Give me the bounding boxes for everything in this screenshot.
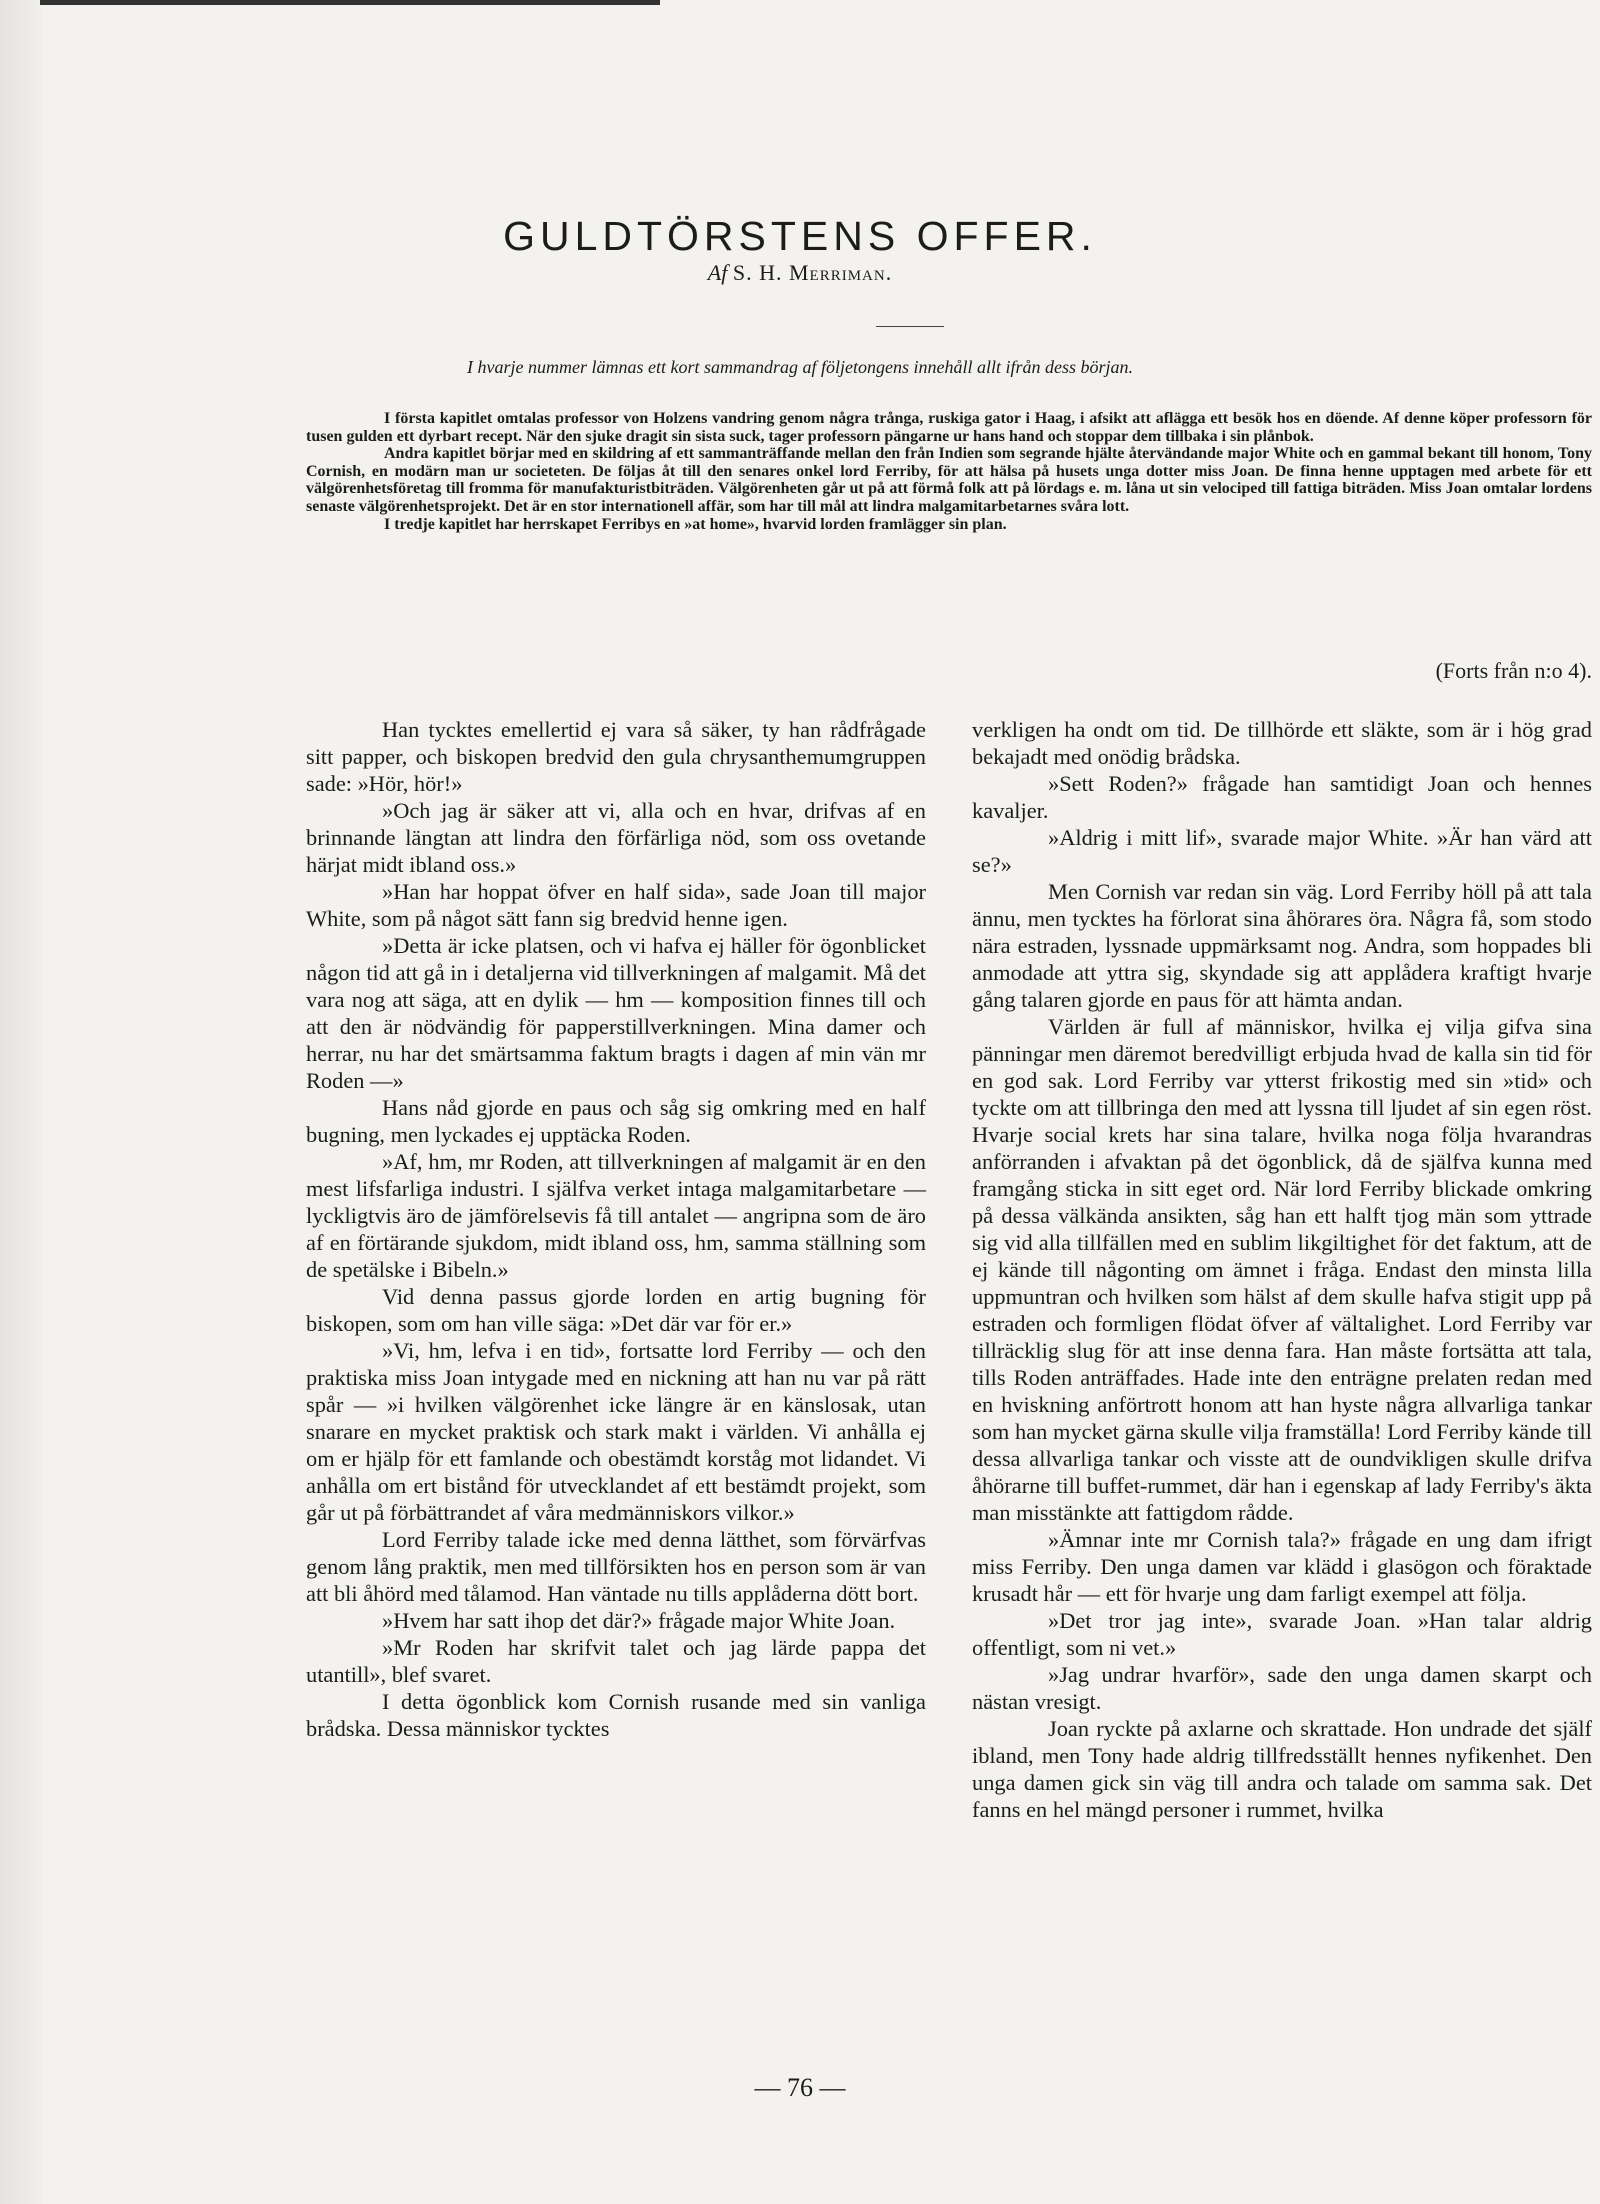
page-number: — 76 —: [754, 2073, 846, 2102]
body-paragraph: »Detta är icke platsen, och vi hafva ej häller för ögonblicket någon tid att gå in i detaljerna vid tillverkningen af malgamit. Må det vara nog att säga, att en dylik — hm — komposition finnes till och att den är nödvändig för papperstillverkningen. Mina damer och herrar, nu har det smärtsamma faktum bragts i dagen af min vän mr Roden —»: [306, 933, 926, 1093]
body-paragraph: Han tycktes emellertid ej vara så säker, ty han rådfrågade sitt papper, och biskopen bredvid den gula chrysanthemumgruppen sade: »Hör, hör!»: [306, 717, 926, 796]
body-paragraph: »Jag undrar hvarför», sade den unga damen skarpt och nästan vresigt.: [972, 1662, 1592, 1714]
article-title: GULDTÖRSTENS OFFER.: [503, 213, 1097, 260]
body-paragraph: Världen är full af människor, hvilka ej vilja gifva sina pänningar men däremot beredvilligt erbjuda hvad de kalla sin tid för en god sak. Lord Ferriby var ytterst frikostig med sin »tid» och tyckte om att tillbringa den med att lyssna till ljudet af sin egen röst. Hvarje social krets har sina talare, hvilka noga följa hvarandras anförranden i afvaktan på det ögonblick, då de själfva kunna med framgång sticka in sitt eget ord. När lord Ferriby blickade omkring på dessa välkända ansikten, såg han ett halft tjog män som yttrade sig vid alla tillfällen med en sublim likgiltighet för det faktum, att de ej kände till någonting om ämnet i fråga. Endast den minsta lilla uppmuntran och hvilken som hälst af dem skulle hafva stigit upp på estraden och formligen flödat öfver af vältalighet. Lord Ferriby var tillräcklig slug för att inse denna fara. Han måste fortsätta att tala, tills Roden anträffades. Hade inte den enträgne prelaten redan med en hviskning anförtrott honom att han hyste några allvarliga tankar som han mycket gärna skulle vilja framställa! Lord Ferriby kände till dessa allvarliga tankar och visste att de oundvikligen skulle drifva åhörarne till buffet-rummet, där han i egenskap af lady Ferriby's äkta man misstänkte att fattigdom rådde.: [972, 1014, 1592, 1525]
byline: [0, 260, 1600, 286]
body-paragraph: Lord Ferriby talade icke med denna lätthet, som förvärfvas genom lång praktik, men med tillförsikten hos en person som är van att bli åhörd med tålamod. Han väntade nu tills applåderna dött bort.: [306, 1527, 926, 1606]
summary-paragraph: I första kapitlet omtalas professor von Holzens vandring genom några trånga, ruskiga gator i Haag, i afsikt att aflägga ett besök hos en döende. Af denne köper professorn för tusen gulden ett dyrbart recept. När den sjuke dragit sin sista suck, tager professorn pängarne ur hans hand och stoppar dem tillbaka i sin plånbok.: [306, 410, 1592, 445]
body-paragraph: »Hvem har satt ihop det där?» frågade major White Joan.: [382, 1608, 896, 1633]
left-column: [306, 716, 926, 1742]
title-divider: [876, 326, 944, 327]
author-prefix: Af: [707, 260, 728, 285]
body-paragraph: »Han har hoppat öfver en half sida», sade Joan till major White, som på något sätt fann sig bredvid henne igen.: [306, 879, 926, 931]
continuation-note: (Forts från n:o 4).: [1435, 658, 1592, 683]
scan-gutter: [0, 0, 42, 2204]
body-paragraph: »Vi, hm, lefva i en tid», fortsatte lord Ferriby — och den praktiska miss Joan intygade med en nickning att han nu var på rätt spår — »i hvilken välgörenhet icke längre är en känslosak, utan snarare en mycket praktisk och stark makt i världen. Vi anhålla ej om er hjälp för ett famlande och obestämdt korståg mot lidandet. Vi anhålla om ert bistånd för utvecklandet af ett bestämdt projekt, som går ut på förbättrandet af våra medmänniskors vilkor.»: [306, 1338, 926, 1525]
body-paragraph: Men Cornish var redan sin väg. Lord Ferriby höll på att tala ännu, men tycktes ha förlorat sina åhörares öra. Några få, som stodo nära estraden, lyssnade uppmärksamt nog. Andra, som hoppades bli anmodade att yttra sig, skyndade sig att applådera kraftigt hvarje gång talaren gjorde en paus för att hämta andan.: [972, 879, 1592, 1012]
intro-note: I hvarje nummer lämnas ett kort sammandrag af följetongens innehåll allt ifrån dess början.: [467, 357, 1133, 377]
body-paragraph: Joan ryckte på axlarne och skrattade. Hon undrade det själf ibland, men Tony hade aldrig tillfredsställt hennes nyfikenhet. Den unga damen gick sin väg till andra och talade om samma sak. Det fanns en hel mängd personer i rummet, hvilka: [972, 1716, 1592, 1822]
summary-paragraph: I tredje kapitlet har herrskapet Ferribys en »at home», hvarvid lorden framlägger sin plan.: [384, 515, 1007, 533]
right-column: [972, 716, 1592, 1823]
body-paragraph: verkligen ha ondt om tid. De tillhörde ett släkte, som är i hög grad bekajadt med onödig brådska.: [972, 717, 1592, 769]
body-paragraph: »Och jag är säker att vi, alla och en hvar, drifvas af en brinnande längtan att lindra den förfärliga nöd, som oss ovetande härjat midt ibland oss.»: [306, 798, 926, 877]
body-paragraph: »Det tror jag inte», svarade Joan. »Han talar aldrig offentligt, som ni vet.»: [972, 1608, 1592, 1660]
body-paragraph: »Aldrig i mitt lif», svarade major White. »Är han värd att se?»: [972, 825, 1592, 877]
body-paragraph: »Af, hm, mr Roden, att tillverkningen af malgamit är en den mest lifsfarliga industri. I själfva verket intaga malgamitarbetare — lyckligtvis äro de jämförelsevis få till antalet — angripna som de äro af en förtärande sjukdom, midt ibland oss, hm, samma ställning som de spetälske i Bibeln.»: [306, 1149, 926, 1282]
author-name: S. H. Merriman.: [732, 260, 893, 285]
summary-block: [306, 410, 1592, 533]
body-paragraph: »Mr Roden har skrifvit talet och jag lärde pappa det utantill», blef svaret.: [306, 1635, 926, 1687]
body-paragraph: Vid denna passus gjorde lorden en artig bugning för biskopen, som om han ville säga: »Det där var för er.»: [306, 1284, 926, 1336]
body-paragraph: I detta ögonblick kom Cornish rusande med sin vanliga brådska. Dessa människor tycktes: [306, 1689, 926, 1741]
body-paragraph: »Ämnar inte mr Cornish tala?» frågade en ung dam ifrigt miss Ferriby. Den unga damen var klädd i glasögon och föraktade krusadt hår — ett för hvarje ung dam farligt exempel att följa.: [972, 1527, 1592, 1606]
body-paragraph: »Sett Roden?» frågade han samtidigt Joan och hennes kavaljer.: [972, 771, 1592, 823]
body-paragraph: Hans nåd gjorde en paus och såg sig omkring med en half bugning, men lyckades ej upptäcka Roden.: [306, 1095, 926, 1147]
top-rule: [40, 0, 660, 5]
summary-paragraph: Andra kapitlet börjar med en skildring af ett sammanträffande mellan den från Indien som segrande hjälte återvändande major White och en gammal bekant till honom, Tony Cornish, en modärn man ur societeten. De följas åt till den senares onkel lord Ferriby, för att hälsa på husets unga dotter miss Joan. De finna henne upptagen med arbete för ett välgörenhetsföretag till fromma för manufakturistbiträden. Välgörenheten går ut på att förmå folk att på lördags e. m. låna ut sin velociped till fattiga biträden. Miss Joan omtalar lordens senaste välgörenhetsprojekt. Det är en stor internationell affär, som har till mål att lindra malgamitarbetarnes svåra lott.: [306, 445, 1592, 515]
